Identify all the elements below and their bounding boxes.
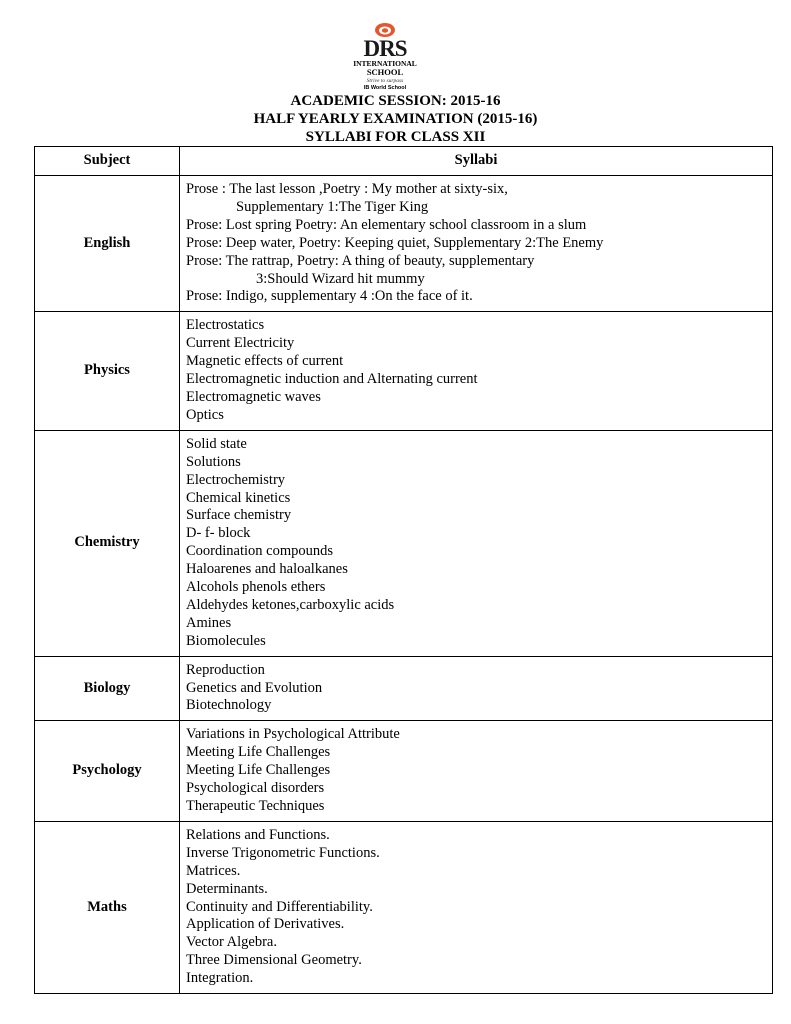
syllabus-item: Coordination compounds xyxy=(186,543,334,560)
subject-cell: Chemistry xyxy=(35,430,180,656)
syllabus-item: Surface chemistry xyxy=(186,507,292,524)
syllabus-item: Electromagnetic waves xyxy=(186,388,321,405)
syllabus-item: Reproduction xyxy=(186,661,265,678)
syllabus-item: Solutions xyxy=(186,453,241,470)
syllabus-item: Inverse Trigonometric Functions. xyxy=(186,844,380,861)
syllabus-item: D- f- block xyxy=(186,525,251,542)
syllabus-item: Psychological disorders xyxy=(186,780,325,797)
syllabus-item: Haloarenes and haloalkanes xyxy=(186,561,348,578)
syllabus-item: Biotechnology xyxy=(186,697,272,714)
table-row xyxy=(35,656,773,721)
syllabus-table xyxy=(34,146,773,994)
syllabus-item: Aldehydes ketones,carboxylic acids xyxy=(186,596,395,613)
syllabus-item: Optics xyxy=(186,406,224,423)
table-row xyxy=(35,721,773,822)
table-row xyxy=(35,312,773,430)
syllabus-item: Integration. xyxy=(186,970,254,987)
subject-cell: Psychology xyxy=(35,721,180,822)
syllabus-item: Alcohols phenols ethers xyxy=(186,579,326,596)
class-title: SYLLABI FOR CLASS XII xyxy=(305,129,486,145)
syllabus-item: Chemical kinetics xyxy=(186,489,291,506)
syllabus-cell xyxy=(180,312,773,430)
table-header-row xyxy=(35,147,773,176)
syllabus-item: Genetics and Evolution xyxy=(186,679,323,696)
syllabus-item: Determinants. xyxy=(186,880,268,897)
syllabus-item: Current Electricity xyxy=(186,335,295,352)
syllabus-item: Prose : The last lesson ,Poetry : My mother at sixty-six, xyxy=(186,181,508,197)
syllabus-item: Prose: Deep water, Poetry: Keeping quiet, Supplementary 2:The Enemy xyxy=(186,234,604,251)
syllabus-item: Electrochemistry xyxy=(186,471,286,488)
syllabus-item: Electrostatics xyxy=(186,317,265,334)
table-row xyxy=(35,176,773,312)
syllabus-item: Meeting Life Challenges xyxy=(186,762,331,779)
syllabus-item: Application of Derivatives. xyxy=(186,916,345,933)
syllabus-item: Variations in Psychological Attribute xyxy=(186,726,400,743)
exam-title: HALF YEARLY EXAMINATION (2015-16) xyxy=(253,111,538,127)
syllabus-cell xyxy=(180,176,773,312)
syllabus-item: Magnetic effects of current xyxy=(186,353,344,370)
syllabus-item: Supplementary 1:The Tiger King xyxy=(236,198,429,215)
subject-cell: Biology xyxy=(35,656,180,721)
logo-tagline: Strive to surpass xyxy=(366,78,404,84)
logo-line1: INTERNATIONAL xyxy=(353,59,417,68)
subject-cell: English xyxy=(35,176,180,312)
table-row xyxy=(35,430,773,656)
syllabus-item: Solid state xyxy=(186,435,247,452)
subject-column-header: Subject xyxy=(35,147,180,176)
syllabus-cell xyxy=(180,656,773,721)
syllabus-item: Prose: Lost spring Poetry: An elementary school classroom in a slum xyxy=(186,216,587,233)
session-title: ACADEMIC SESSION: 2015-16 xyxy=(290,93,501,109)
syllabus-cell xyxy=(180,821,773,993)
school-logo xyxy=(349,22,421,94)
table-row xyxy=(35,821,773,993)
syllabus-item: Relations and Functions. xyxy=(186,826,330,843)
logo-brand: DRS xyxy=(363,36,407,61)
syllabus-item: Prose: The rattrap, Poetry: A thing of beauty, supplementary xyxy=(186,252,535,269)
subject-cell: Physics xyxy=(35,312,180,430)
syllabus-item: Prose: Indigo, supplementary 4 :On the face of it. xyxy=(186,288,473,305)
subject-cell: Maths xyxy=(35,821,180,993)
logo-ib-label: IB World School xyxy=(363,85,407,91)
syllabus-item: Three Dimensional Geometry. xyxy=(186,952,362,969)
syllabus-item: Continuity and Differentiability. xyxy=(186,898,373,915)
syllabus-item: 3:Should Wizard hit mummy xyxy=(256,270,425,287)
syllabus-item: Vector Algebra. xyxy=(186,934,277,951)
syllabus-item: Therapeutic Techniques xyxy=(186,798,325,814)
syllabi-column-header: Syllabi xyxy=(180,147,773,176)
syllabus-item: Matrices. xyxy=(186,862,241,879)
syllabus-item: Electromagnetic induction and Alternating current xyxy=(186,371,478,388)
syllabus-item: Biomolecules xyxy=(186,632,266,649)
syllabus-cell xyxy=(180,430,773,656)
logo-line2: SCHOOL xyxy=(366,67,404,77)
syllabus-cell xyxy=(180,721,773,822)
syllabus-item: Amines xyxy=(186,614,232,631)
syllabus-item: Meeting Life Challenges xyxy=(186,744,331,761)
